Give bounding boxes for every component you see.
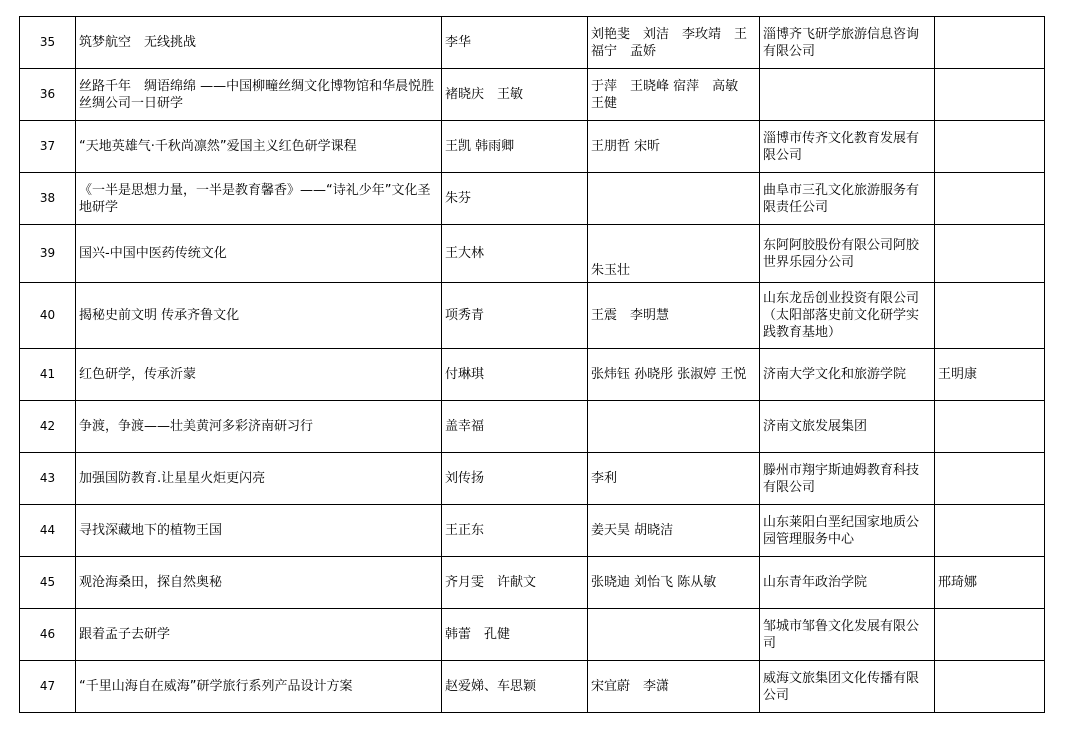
project-lead: 朱芬 <box>442 173 588 225</box>
row-number: 36 <box>20 69 76 121</box>
organization: 济南大学文化和旅游学院 <box>760 349 935 401</box>
row-number: 39 <box>20 225 76 283</box>
organization: 曲阜市三孔文化旅游服务有限责任公司 <box>760 173 935 225</box>
row-number: 43 <box>20 453 76 505</box>
table-row <box>20 17 1045 69</box>
advisor <box>935 283 1045 349</box>
row-number: 42 <box>20 401 76 453</box>
project-title: “千里山海自在威海”研学旅行系列产品设计方案 <box>76 661 442 713</box>
project-title: 《一半是思想力量，一半是教育馨香》——“诗礼少年”文化圣地研学 <box>76 173 442 225</box>
project-title: 揭秘史前文明 传承齐鲁文化 <box>76 283 442 349</box>
team-members <box>588 401 760 453</box>
advisor <box>935 121 1045 173</box>
row-number: 38 <box>20 173 76 225</box>
row-number: 45 <box>20 557 76 609</box>
row-number: 46 <box>20 609 76 661</box>
advisor <box>935 69 1045 121</box>
table-row <box>20 453 1045 505</box>
organization: 滕州市翔宇斯迪姆教育科技有限公司 <box>760 453 935 505</box>
organization: 淄博市传齐文化教育发展有限公司 <box>760 121 935 173</box>
advisor: 王明康 <box>935 349 1045 401</box>
row-number: 44 <box>20 505 76 557</box>
project-title: 寻找深藏地下的植物王国 <box>76 505 442 557</box>
organization <box>760 69 935 121</box>
advisor <box>935 609 1045 661</box>
team-members: 刘艳斐 刘洁 李玫靖 王福宁 孟娇 <box>588 17 760 69</box>
table-row <box>20 225 1045 283</box>
project-lead: 付琳琪 <box>442 349 588 401</box>
organization: 威海文旅集团文化传播有限公司 <box>760 661 935 713</box>
project-lead: 褚晓庆 王敏 <box>442 69 588 121</box>
project-title: 争渡，争渡——壮美黄河多彩济南研习行 <box>76 401 442 453</box>
organization: 淄博齐飞研学旅游信息咨询有限公司 <box>760 17 935 69</box>
project-title: 跟着孟子去研学 <box>76 609 442 661</box>
project-lead: 王大林 <box>442 225 588 283</box>
table-row <box>20 557 1045 609</box>
table-row <box>20 349 1045 401</box>
table-row <box>20 401 1045 453</box>
team-members: 于萍 王晓峰 宿萍 高敏 王健 <box>588 69 760 121</box>
advisor <box>935 453 1045 505</box>
table-row <box>20 505 1045 557</box>
team-members <box>588 173 760 225</box>
team-members: 朱玉壮 <box>588 225 760 283</box>
project-title: “天地英雄气·千秋尚凛然”爱国主义红色研学课程 <box>76 121 442 173</box>
table-row <box>20 283 1045 349</box>
table-row <box>20 173 1045 225</box>
organization: 济南文旅发展集团 <box>760 401 935 453</box>
organization: 东阿阿胶股份有限公司阿胶世界乐园分公司 <box>760 225 935 283</box>
organization: 山东莱阳白垩纪国家地质公园管理服务中心 <box>760 505 935 557</box>
table-row <box>20 661 1045 713</box>
project-title: 国兴-中国中医药传统文化 <box>76 225 442 283</box>
team-members <box>588 609 760 661</box>
table-row <box>20 121 1045 173</box>
team-members: 宋宜蔚 李潇 <box>588 661 760 713</box>
project-title: 加强国防教育.让星星火炬更闪亮 <box>76 453 442 505</box>
advisor <box>935 17 1045 69</box>
project-lead: 项秀青 <box>442 283 588 349</box>
project-lead: 刘传扬 <box>442 453 588 505</box>
table-row <box>20 609 1045 661</box>
team-members: 王朋哲 宋昕 <box>588 121 760 173</box>
project-lead: 赵爱娣、车思颖 <box>442 661 588 713</box>
project-lead: 韩蕾 孔健 <box>442 609 588 661</box>
project-title: 观沧海桑田，探自然奥秘 <box>76 557 442 609</box>
advisor <box>935 401 1045 453</box>
project-lead: 王正东 <box>442 505 588 557</box>
project-title: 筑梦航空 无线挑战 <box>76 17 442 69</box>
organization: 山东龙岳创业投资有限公司（太阳部落史前文化研学实践教育基地） <box>760 283 935 349</box>
project-title: 红色研学，传承沂蒙 <box>76 349 442 401</box>
organization: 山东青年政治学院 <box>760 557 935 609</box>
project-table-sheet <box>19 16 1045 713</box>
project-lead: 齐月雯 许献文 <box>442 557 588 609</box>
advisor <box>935 505 1045 557</box>
row-number: 35 <box>20 17 76 69</box>
advisor <box>935 661 1045 713</box>
project-lead: 盖幸福 <box>442 401 588 453</box>
advisor <box>935 173 1045 225</box>
advisor <box>935 225 1045 283</box>
row-number: 37 <box>20 121 76 173</box>
organization: 邹城市邹鲁文化发展有限公司 <box>760 609 935 661</box>
project-title: 丝路千年 绸语绵绵 ——中国柳疃丝绸文化博物馆和华晨悦胜丝绸公司一日研学 <box>76 69 442 121</box>
project-table <box>19 16 1045 713</box>
team-members: 李利 <box>588 453 760 505</box>
row-number: 41 <box>20 349 76 401</box>
table-row <box>20 69 1045 121</box>
project-lead: 王凯 韩雨卿 <box>442 121 588 173</box>
advisor: 邢琦娜 <box>935 557 1045 609</box>
row-number: 40 <box>20 283 76 349</box>
project-lead: 李华 <box>442 17 588 69</box>
row-number: 47 <box>20 661 76 713</box>
team-members: 张晓迪 刘怡飞 陈从敏 <box>588 557 760 609</box>
team-members: 王震 李明慧 <box>588 283 760 349</box>
team-members: 姜天昊 胡晓洁 <box>588 505 760 557</box>
team-members: 张炜钰 孙晓彤 张淑婷 王悦 <box>588 349 760 401</box>
